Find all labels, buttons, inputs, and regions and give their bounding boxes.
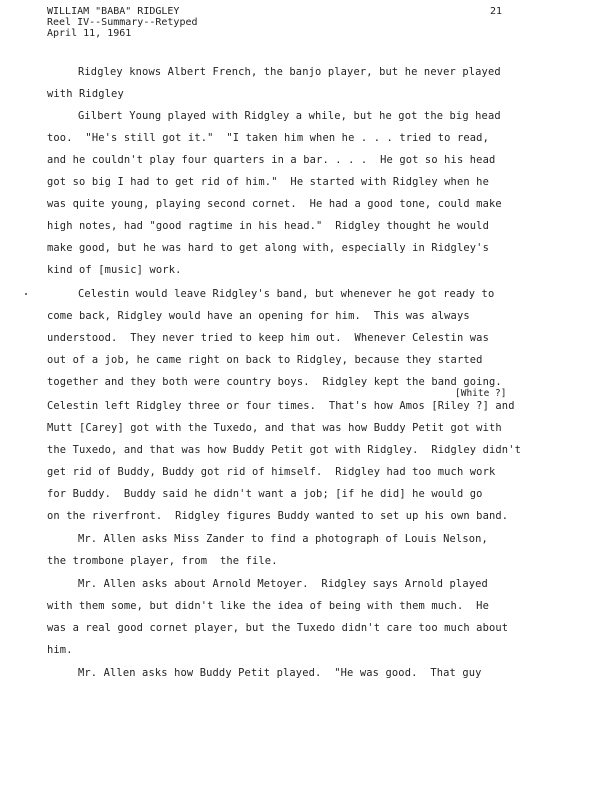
text-line: Mr. Allen asks how Buddy Petit played. "He was good. That guy — [78, 667, 482, 679]
text-line: get rid of Buddy, Buddy got rid of himself. Ridgley had too much work — [47, 466, 496, 478]
text-line: come back, Ridgley would have an opening for him. This was always — [47, 310, 470, 322]
text-line: together and they both were country boys. Ridgley kept the band going. — [47, 376, 502, 388]
text-line: out of a job, he came right on back to Ridgley, because they started — [47, 354, 483, 366]
text-line: got so big I had to get rid of him." He started with Ridgley when he — [47, 176, 489, 188]
text-line: Celestin left Ridgley three or four times. That's how Amos [Riley ?] and — [47, 400, 515, 412]
text-line: make good, but he was hard to get along with, especially in Ridgley's — [47, 242, 489, 254]
text-line: and he couldn't play four quarters in a bar. . . . He got so his head — [47, 154, 496, 166]
text-line: Mutt [Carey] got with the Tuxedo, and that was how Buddy Petit got with — [47, 422, 502, 434]
header-date: April 11, 1961 — [47, 28, 132, 39]
text-line: with them some, but didn't like the idea of being with them much. He — [47, 600, 489, 612]
text-line: kind of [music] work. — [47, 264, 182, 276]
text-line: the Tuxedo, and that was how Buddy Petit got with Ridgley. Ridgley didn't — [47, 444, 522, 456]
stray-mark — [25, 293, 27, 295]
text-line: understood. They never tried to keep him out. Whenever Celestin was — [47, 332, 489, 344]
text-line: was a real good cornet player, but the Tuxedo didn't care too much about — [47, 622, 509, 634]
text-line: Mr. Allen asks Miss Zander to find a photograph of Louis Nelson, — [78, 533, 488, 545]
page-number: 21 — [490, 6, 503, 17]
text-line: high notes, had "good ragtime in his head." Ridgley thought he would — [47, 220, 489, 232]
text-line: on the riverfront. Ridgley figures Buddy wanted to set up his own band. — [47, 510, 509, 522]
text-line: for Buddy. Buddy said he didn't want a job; [if he did] he would go — [47, 488, 483, 500]
text-line: Celestin would leave Ridgley's band, but whenever he got ready to — [78, 288, 495, 300]
text-line: Ridgley knows Albert French, the banjo player, but he never played — [78, 66, 501, 78]
text-line: Mr. Allen asks about Arnold Metoyer. Ridgley says Arnold played — [78, 578, 488, 590]
text-line: too. "He's still got it." "I taken him when he . . . tried to read, — [47, 132, 489, 144]
text-line: was quite young, playing second cornet. He had a good tone, could make — [47, 198, 502, 210]
text-line: the trombone player, from the file. — [47, 555, 278, 567]
text-line: him. — [47, 644, 73, 656]
header-name: WILLIAM "BABA" RIDGLEY — [47, 6, 180, 17]
handwritten-insertion: [White ?] — [455, 388, 507, 399]
header-reel: Reel IV--Summary--Retyped — [47, 17, 198, 28]
text-line: Gilbert Young played with Ridgley a while, but he got the big head — [78, 110, 501, 122]
text-line: with Ridgley — [47, 88, 124, 100]
